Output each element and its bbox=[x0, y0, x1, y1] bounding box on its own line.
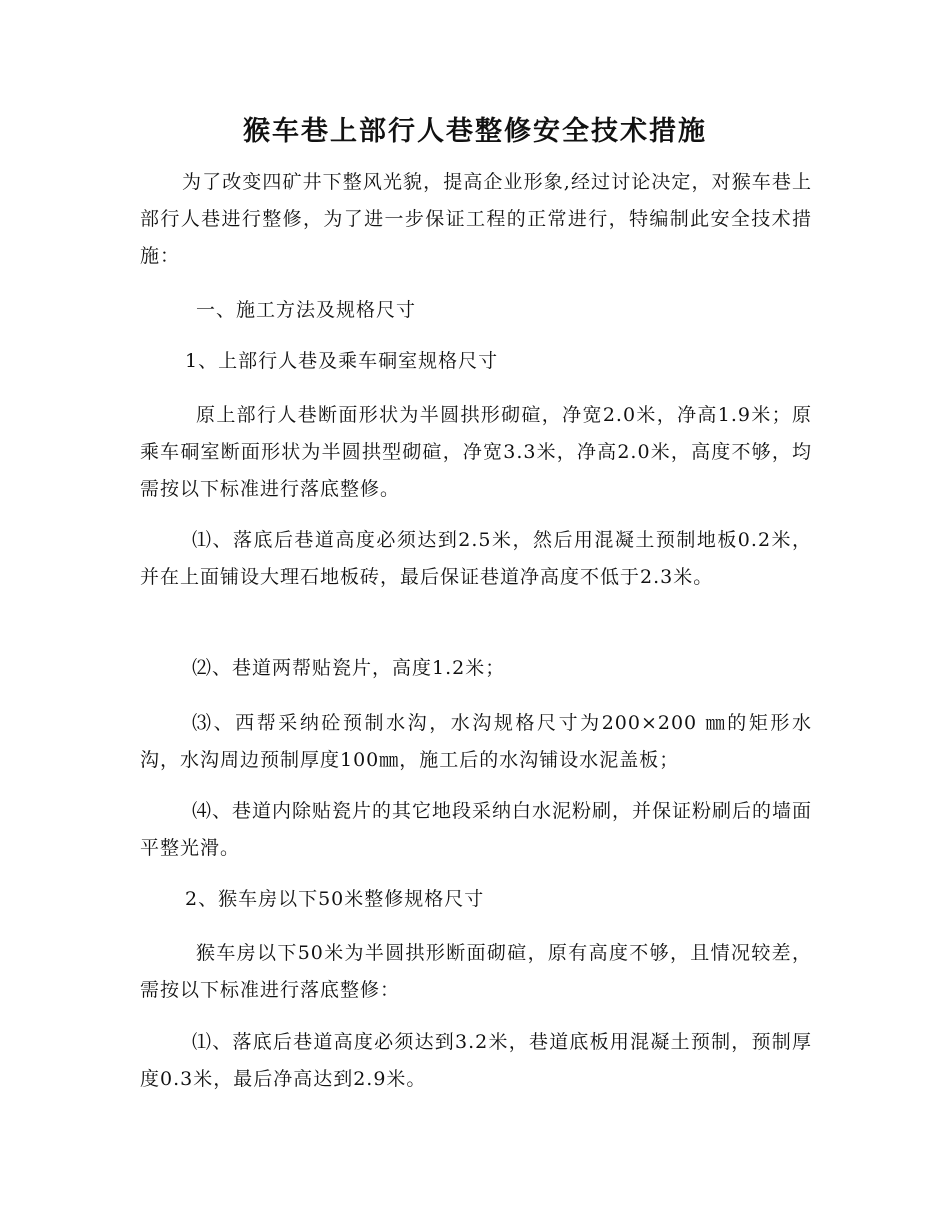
walkway-description-paragraph: 原上部行人巷断面形状为半圆拱形砌碹，净宽2.0米，净高1.9米；原乘车硐室断面形状为半圆拱型砌碹，净宽3.3米，净高2.0米，高度不够，均需按以下标准进行落底整修。 bbox=[140, 404, 812, 500]
subsection-heading-winch-room-section: 2、猴车房以下50米整修规格尺寸 bbox=[185, 888, 485, 910]
winch-room-description-paragraph: 猴车房以下50米为半圆拱形断面砌碹，原有高度不够，且情况较差，需按以下标准进行落底整修： bbox=[140, 942, 812, 1001]
section-heading-construction-method: 一、施工方法及规格尺寸 bbox=[196, 299, 417, 321]
list-item-whitewash: ⑷、巷道内除贴瓷片的其它地段采纳白水泥粉刷，并保证粉刷后的墙面平整光滑。 bbox=[140, 800, 813, 859]
list-item-drainage-ditch: ⑶、西帮采纳砼预制水沟，水沟规格尺寸为200×200 ㎜的矩形水沟，水沟周边预制厚度100㎜，施工后的水沟铺设水泥盖板； bbox=[140, 712, 812, 771]
list-item-wall-tiles: ⑵、巷道两帮贴瓷片，高度1.2米； bbox=[192, 657, 506, 679]
document-title: 猴车巷上部行人巷整修安全技术措施 bbox=[243, 116, 707, 147]
list-item-winch-floor-lowering: ⑴、落底后巷道高度必须达到3.2米，巷道底板用混凝土预制，预制厚度0.3米，最后净高达到2.9米。 bbox=[140, 1031, 812, 1090]
intro-paragraph: 为了改变四矿井下整风光貌，提高企业形象,经过讨论决定，对猴车巷上部行人巷进行整修，为了进一步保证工程的正常进行，特编制此安全技术措施： bbox=[140, 171, 812, 267]
subsection-heading-walkway-dimensions: 1、上部行人巷及乘车硐室规格尺寸 bbox=[185, 350, 499, 372]
list-item-floor-lowering: ⑴、落底后巷道高度必须达到2.5米，然后用混凝土预制地板0.2米，并在上面铺设大理石地板砖，最后保证巷道净高度不低于2.3米。 bbox=[140, 529, 812, 588]
